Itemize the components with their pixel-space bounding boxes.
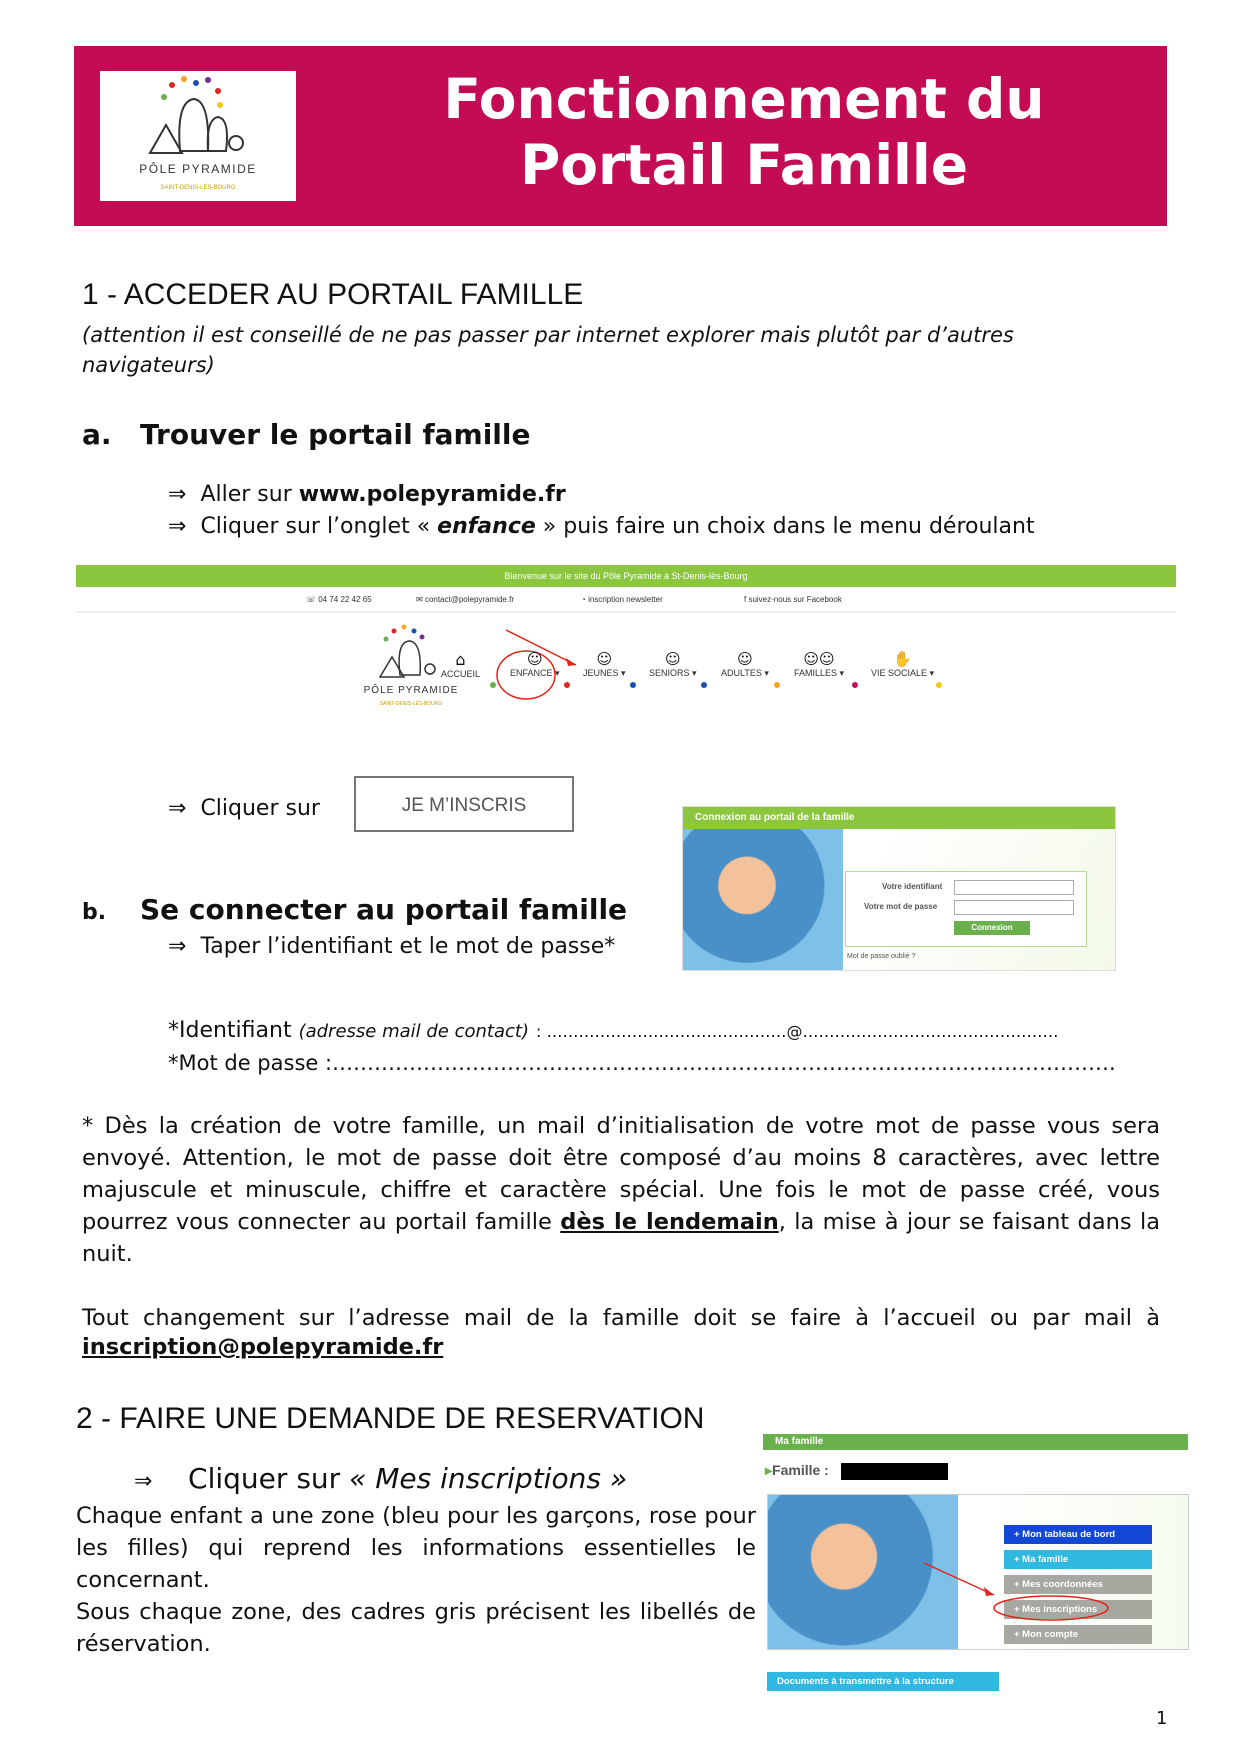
children-photo [683, 829, 843, 970]
subsection-b-title: Se connecter au portail famille [140, 893, 628, 926]
nav-item-jeunes[interactable]: ☺ JEUNES ▾ [583, 650, 626, 678]
login-form: Votre identifiant Votre mot de passe Connexion [845, 871, 1087, 947]
arrow-icon: ⇒ [168, 482, 187, 507]
nav-item-adultes[interactable]: ☺ ADULTES ▾ [721, 650, 769, 678]
child-face-icon: ☺ [526, 650, 543, 668]
browser-note: (attention il est conseillé de ne pas passer par internet explorer mais plutôt par d’autres navigateurs) [82, 323, 1014, 377]
identifiant-input[interactable] [954, 880, 1074, 895]
subsection-b-label: b. [82, 900, 107, 925]
subsection-a-label: a. [82, 418, 112, 451]
subsection-a-title: Trouver le portail famille [140, 418, 531, 451]
arrow-icon: ⇒ [134, 1469, 153, 1494]
nav-item-vie-sociale[interactable]: ✋ VIE SOCIALE ▾ [871, 650, 935, 678]
menu-mes-inscriptions[interactable]: + Mes inscriptions [1004, 1600, 1152, 1619]
svg-text:SAINT-DENIS-LÈS-BOURG: SAINT-DENIS-LÈS-BOURG [160, 185, 236, 191]
grey-frames-explanation: Sous chaque zone, des cadres gris précisent les libellés de réservation. [76, 1599, 756, 1657]
zone-explanation: Chaque enfant a une zone (bleu pour les garçons, rose pour les filles) qui reprend les informations essentielles le concernant. [76, 1503, 756, 1593]
welcome-banner: Bienvenue sur le site du Pôle Pyramide à St-Denis-lès-Bourg [76, 565, 1176, 587]
arrow-icon: ⇒ [168, 934, 187, 959]
je-minscris-button[interactable]: JE M’INSCRIS [354, 776, 574, 832]
arrow-icon: ⇒ [168, 514, 187, 539]
menu-tableau-de-bord[interactable]: + Mon tableau de bord [1004, 1525, 1152, 1544]
step-click-inscris: ⇒ Cliquer sur [168, 796, 320, 821]
nav-item-enfance[interactable]: ☺ ENFANCE ▾ [510, 650, 560, 678]
password-info-paragraph: * Dès la création de votre famille, un mail d’initialisation de votre mot de passe vous sera envoyé. Attention, le mot de passe doit être composé d’au moins 8 caractères, avec lettre majuscule et minuscule, chiffre et caractère spécial. Une fois le mot de passe créé, vous pourrez vous connecter au portail famille dès le lendemain, la mise à jour se faisant dans la nuit. [82, 1113, 1160, 1267]
email-change-paragraph: Tout changement sur l’adresse mail de la famille doit se faire à l’accueil ou par mail à [82, 1305, 1160, 1331]
menu-mon-compte[interactable]: + Mon compte [1004, 1625, 1152, 1644]
step-click-enfance: ⇒ Cliquer sur l’onglet « enfance » puis faire un choix dans le menu déroulant [168, 514, 1035, 539]
step-click-mes-inscriptions: ⇒ Cliquer sur « Mes inscriptions » [134, 1462, 628, 1495]
arrow-icon: ⇒ [168, 796, 187, 821]
password-input[interactable] [954, 900, 1074, 915]
email-info[interactable]: ✉ contact@polepyramide.fr [416, 595, 514, 604]
teen-face-icon: ☺ [596, 650, 613, 668]
title-banner [74, 46, 1167, 226]
page-number: 1 [1156, 1708, 1168, 1729]
famille-dashboard [767, 1494, 1189, 1650]
nav-item-seniors[interactable]: ☺ SENIORS ▾ [649, 650, 697, 678]
phone-info: ☏ 04 74 22 42 65 [306, 595, 372, 604]
famille-panel [763, 1434, 1188, 1696]
connexion-button[interactable]: Connexion [954, 921, 1030, 935]
famille-label: ▸Famille : [765, 1462, 829, 1478]
svg-text:PÔLE PYRAMIDE: PÔLE PYRAMIDE [363, 685, 459, 696]
svg-text:SAINT-DENIS-LÈS-BOURG: SAINT-DENIS-LÈS-BOURG [379, 701, 443, 707]
website-screenshot [76, 565, 1176, 715]
home-icon: ⌂ [455, 650, 466, 669]
senior-face-icon: ☺ [664, 650, 681, 668]
svg-text:PÔLE PYRAMIDE: PÔLE PYRAMIDE [139, 162, 257, 176]
nav-item-familles[interactable]: ☺☺ FAMILLES ▾ [794, 650, 845, 678]
inscription-email-link[interactable]: inscription@polepyramide.fr [82, 1334, 444, 1360]
section-2-heading: 2 - FAIRE UNE DEMANDE DE RESERVATION [76, 1402, 705, 1435]
facebook-link[interactable]: f suivez-nous sur Facebook [744, 595, 842, 604]
section-1-heading: 1 - ACCEDER AU PORTAIL FAMILLE [82, 278, 584, 311]
identifiant-line: *Identifiant (adresse mail de contact) : ………………………………………@………………………………………… [168, 1018, 1059, 1043]
login-panel [682, 806, 1116, 971]
family-icon: ☺☺ [803, 650, 835, 668]
site-link[interactable]: www.polepyramide.fr [298, 482, 566, 507]
adult-face-icon: ☺ [737, 650, 753, 668]
divider [76, 611, 1176, 613]
login-panel-title: Connexion au portail de la famille [683, 807, 1115, 829]
nav-item-accueil[interactable]: ⌂ ACCUEIL [441, 650, 481, 679]
title-line-2: Portail Famille [519, 133, 969, 197]
redacted-name [841, 1463, 948, 1480]
step-go-to-site: ⇒ Aller sur www.polepyramide.fr [168, 482, 566, 507]
page-title [374, 66, 1114, 198]
hand-icon: ✋ [893, 650, 912, 668]
newsletter-link[interactable]: ◔ inscription newsletter [581, 595, 663, 604]
logo [100, 71, 296, 201]
title-line-1: Fonctionnement du [443, 67, 1045, 131]
forgot-password-link[interactable]: Mot de passe oublié ? [847, 953, 916, 960]
password-line: *Mot de passe :…………………………………………………………………………………………………. [168, 1051, 1116, 1075]
menu-ma-famille[interactable]: + Ma famille [1004, 1550, 1152, 1569]
step-enter-credentials: ⇒ Taper l’identifiant et le mot de passe* [168, 934, 616, 959]
menu-mes-coordonnees[interactable]: + Mes coordonnées [1004, 1575, 1152, 1594]
annotation-arrow-icon [918, 1555, 1178, 1635]
pole-pyramide-logo-icon [100, 71, 296, 201]
ma-famille-title: Ma famille [763, 1434, 1188, 1450]
documents-button[interactable]: Documents à transmettre à la structure [767, 1672, 999, 1691]
